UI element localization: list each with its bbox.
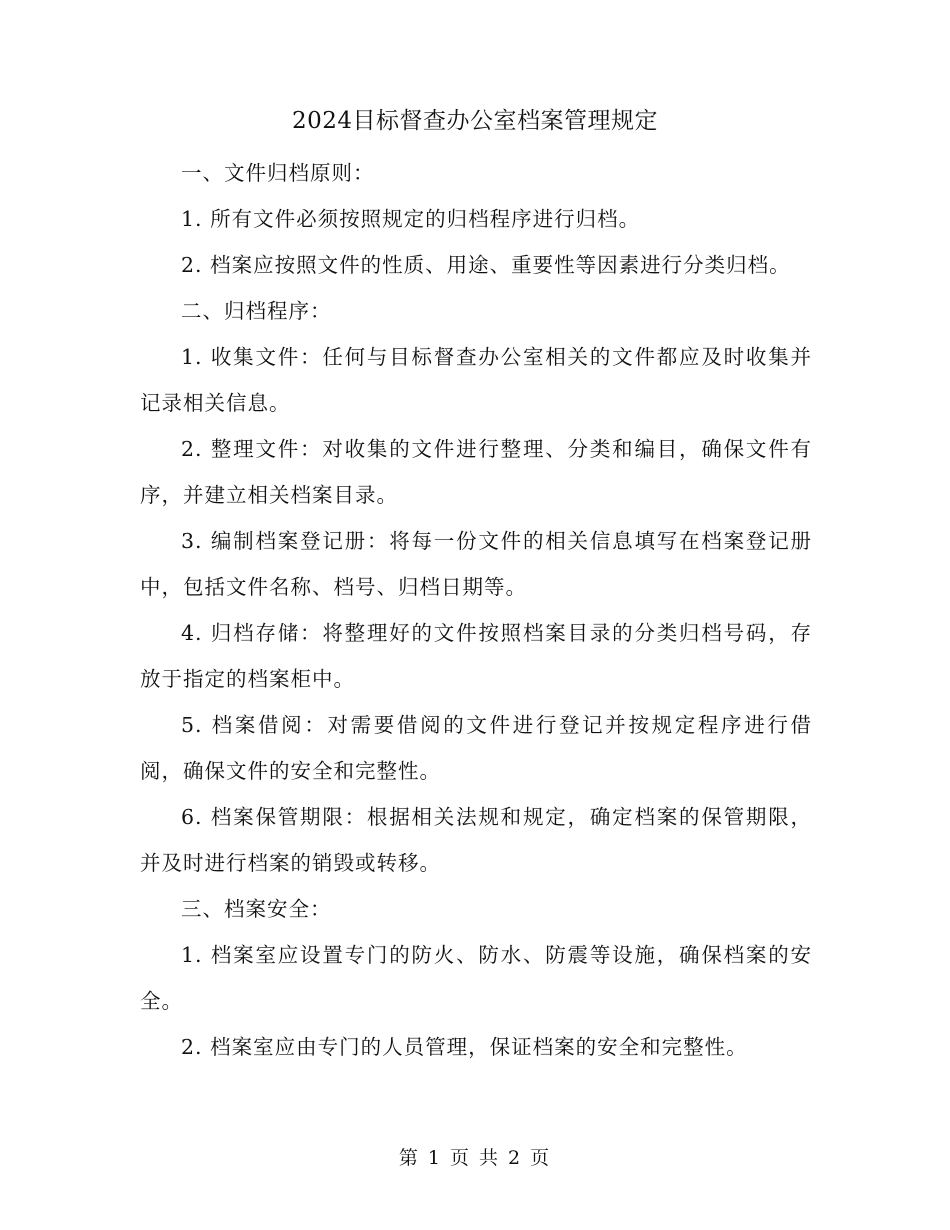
section-heading-filing-principles: 一、文件归档原则：: [181, 161, 375, 185]
paragraph: 1. 收集文件：任何与目标督查办公室相关的文件都应及时收集并记录相关信息。: [140, 345, 812, 415]
paragraph: 5. 档案借阅：对需要借阅的文件进行登记并按规定程序进行借阅，确保文件的安全和完整性。: [140, 713, 812, 783]
section-heading-filing-procedure: 二、归档程序：: [181, 299, 332, 323]
paragraph: 2. 整理文件：对收集的文件进行整理、分类和编目，确保文件有序，并建立相关档案目录。: [140, 437, 812, 507]
page-number-footer: 第 1 页 共 2 页: [398, 1147, 552, 1169]
paragraph: 2. 档案室应由专门的人员管理，保证档案的安全和完整性。: [181, 1035, 748, 1059]
paragraph: 1. 所有文件必须按照规定的归档程序进行归档。: [181, 207, 641, 231]
paragraph: 2. 档案应按照文件的性质、用途、重要性等因素进行分类归档。: [181, 253, 791, 277]
paragraph: 6. 档案保管期限：根据相关法规和规定，确定档案的保管期限，并及时进行档案的销毁或转移。: [140, 805, 812, 875]
paragraph: 1. 档案室应设置专门的防火、防水、防震等设施，确保档案的安全。: [140, 943, 812, 1013]
document-title: 2024目标督查办公室档案管理规定: [291, 108, 659, 134]
paragraph: 3. 编制档案登记册：将每一份文件的相关信息填写在档案登记册中，包括文件名称、档号、归档日期等。: [140, 529, 812, 599]
section-heading-archive-security: 三、档案安全：: [181, 897, 332, 921]
document-body: [140, 150, 812, 1070]
paragraph: 4. 归档存储：将整理好的文件按照档案目录的分类归档号码，存放于指定的档案柜中。: [140, 621, 812, 691]
